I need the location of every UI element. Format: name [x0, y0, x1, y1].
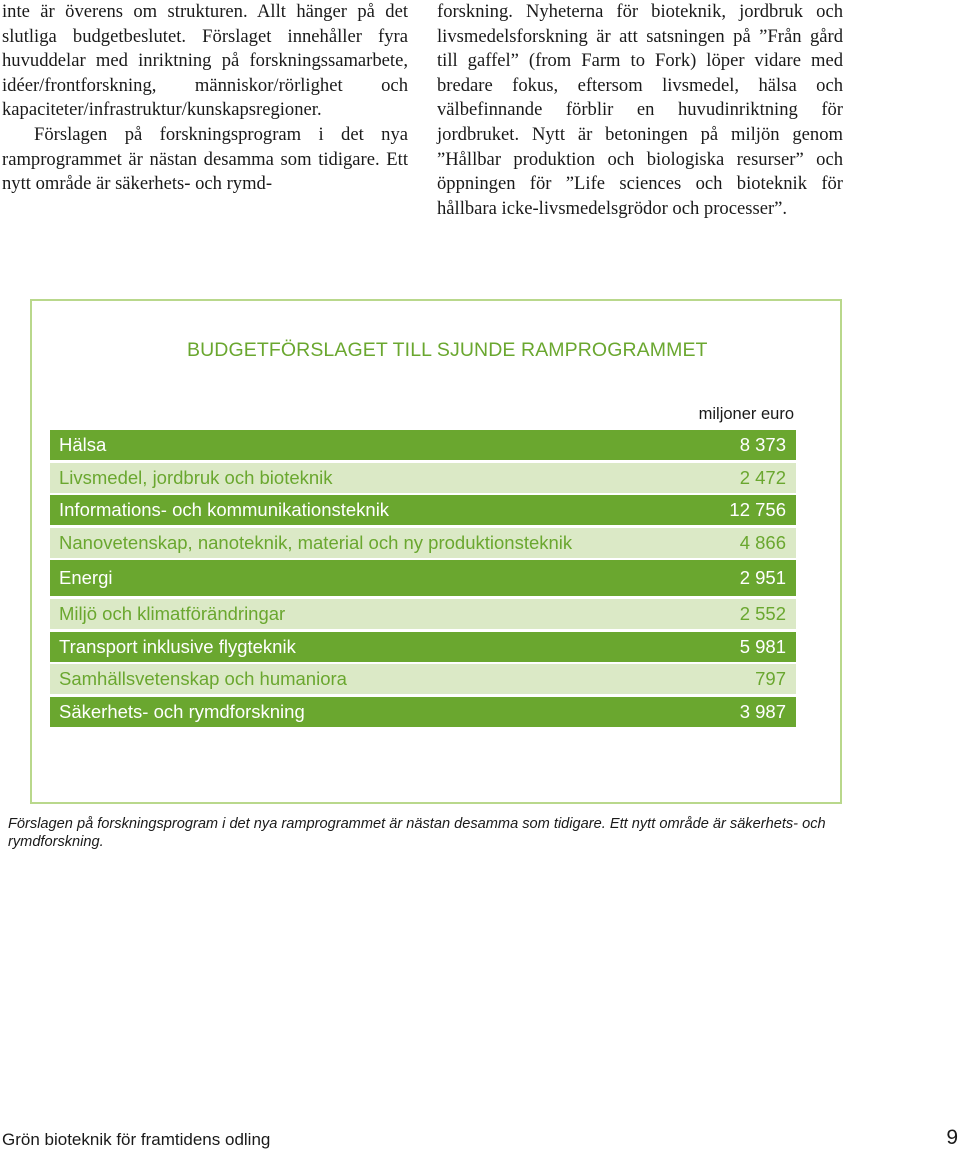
row-label: Energi	[59, 567, 113, 588]
row-label: Säkerhets- och rymdforskning	[59, 700, 305, 722]
table-row	[50, 599, 796, 629]
page-number: 9	[946, 1126, 958, 1149]
budget-title: BUDGETFÖRSLAGET TILL SJUNDE RAMPROGRAMMET	[187, 339, 708, 361]
table-row	[50, 560, 796, 596]
budget-table	[50, 430, 796, 729]
row-label: Informations- och kommunikationsteknik	[59, 499, 390, 520]
left-text-column	[2, 0, 408, 197]
table-row	[50, 632, 796, 662]
budget-unit-label: miljoner euro	[698, 405, 794, 423]
left-paragraph-2: Förslagen på forskningsprogram i det nya ramprogrammet är nästan desamma som tidigare. Ett nytt område är säkerhets- och rymd-	[2, 123, 408, 195]
table-row	[50, 664, 796, 694]
table-row	[50, 528, 796, 558]
table-row	[50, 463, 796, 493]
row-value: 797	[755, 668, 786, 689]
row-label: Livsmedel, jordbruk och bioteknik	[59, 466, 333, 488]
row-value: 2 552	[739, 603, 786, 624]
budget-box	[30, 299, 842, 804]
row-label: Samhällsvetenskap och humaniora	[59, 668, 347, 689]
row-value: 2 951	[739, 567, 786, 588]
row-value: 8 373	[739, 434, 786, 455]
table-row	[50, 495, 796, 525]
row-value: 3 987	[739, 700, 786, 722]
row-label: Transport inklusive flygteknik	[59, 635, 296, 657]
footer-title: Grön bioteknik för framtidens odling	[2, 1130, 271, 1149]
row-value: 2 472	[739, 466, 786, 488]
left-paragraph-1: inte är överens om strukturen. Allt hänger på det slutliga budgetbeslutet. Förslaget innehåller fyra huvuddelar med inriktning på forskningssamarbete, idéer/frontforskning, människor/rörlighet och kapaciteter/infrastruktur/kunskapsregioner.	[2, 1, 408, 121]
row-value: 4 866	[739, 531, 786, 553]
table-row	[50, 697, 796, 727]
row-value: 12 756	[729, 499, 786, 520]
table-row	[50, 430, 796, 460]
row-label: Nanovetenskap, nanoteknik, material och ny produktionsteknik	[59, 531, 573, 553]
right-text-column	[437, 0, 843, 221]
figure-caption: Förslagen på forskningsprogram i det nya ramprogrammet är nästan desamma som tidigare. Ett nytt område är säkerhets- och rymdforskning.	[8, 816, 826, 850]
row-value: 5 981	[739, 635, 786, 657]
row-label: Hälsa	[59, 434, 107, 455]
right-paragraph-1: forskning. Nyheterna för bioteknik, jordbruk och livsmedelsforskning är att satsningen på ”Från gård till gaffel” (from Farm to Fork) löper vidare med bredare fokus, eftersom livsmedel, hälsa och välbefinnande förblir en huvudinriktning för jordbruket. Nytt är betoningen på miljön genom ”Hållbar produktion och biologiska resurser” och öppningen för ”Life sciences och bioteknik för hållbara icke-livsmedelsgrödor och processer”.	[437, 1, 843, 219]
row-label: Miljö och klimatförändringar	[59, 603, 286, 624]
